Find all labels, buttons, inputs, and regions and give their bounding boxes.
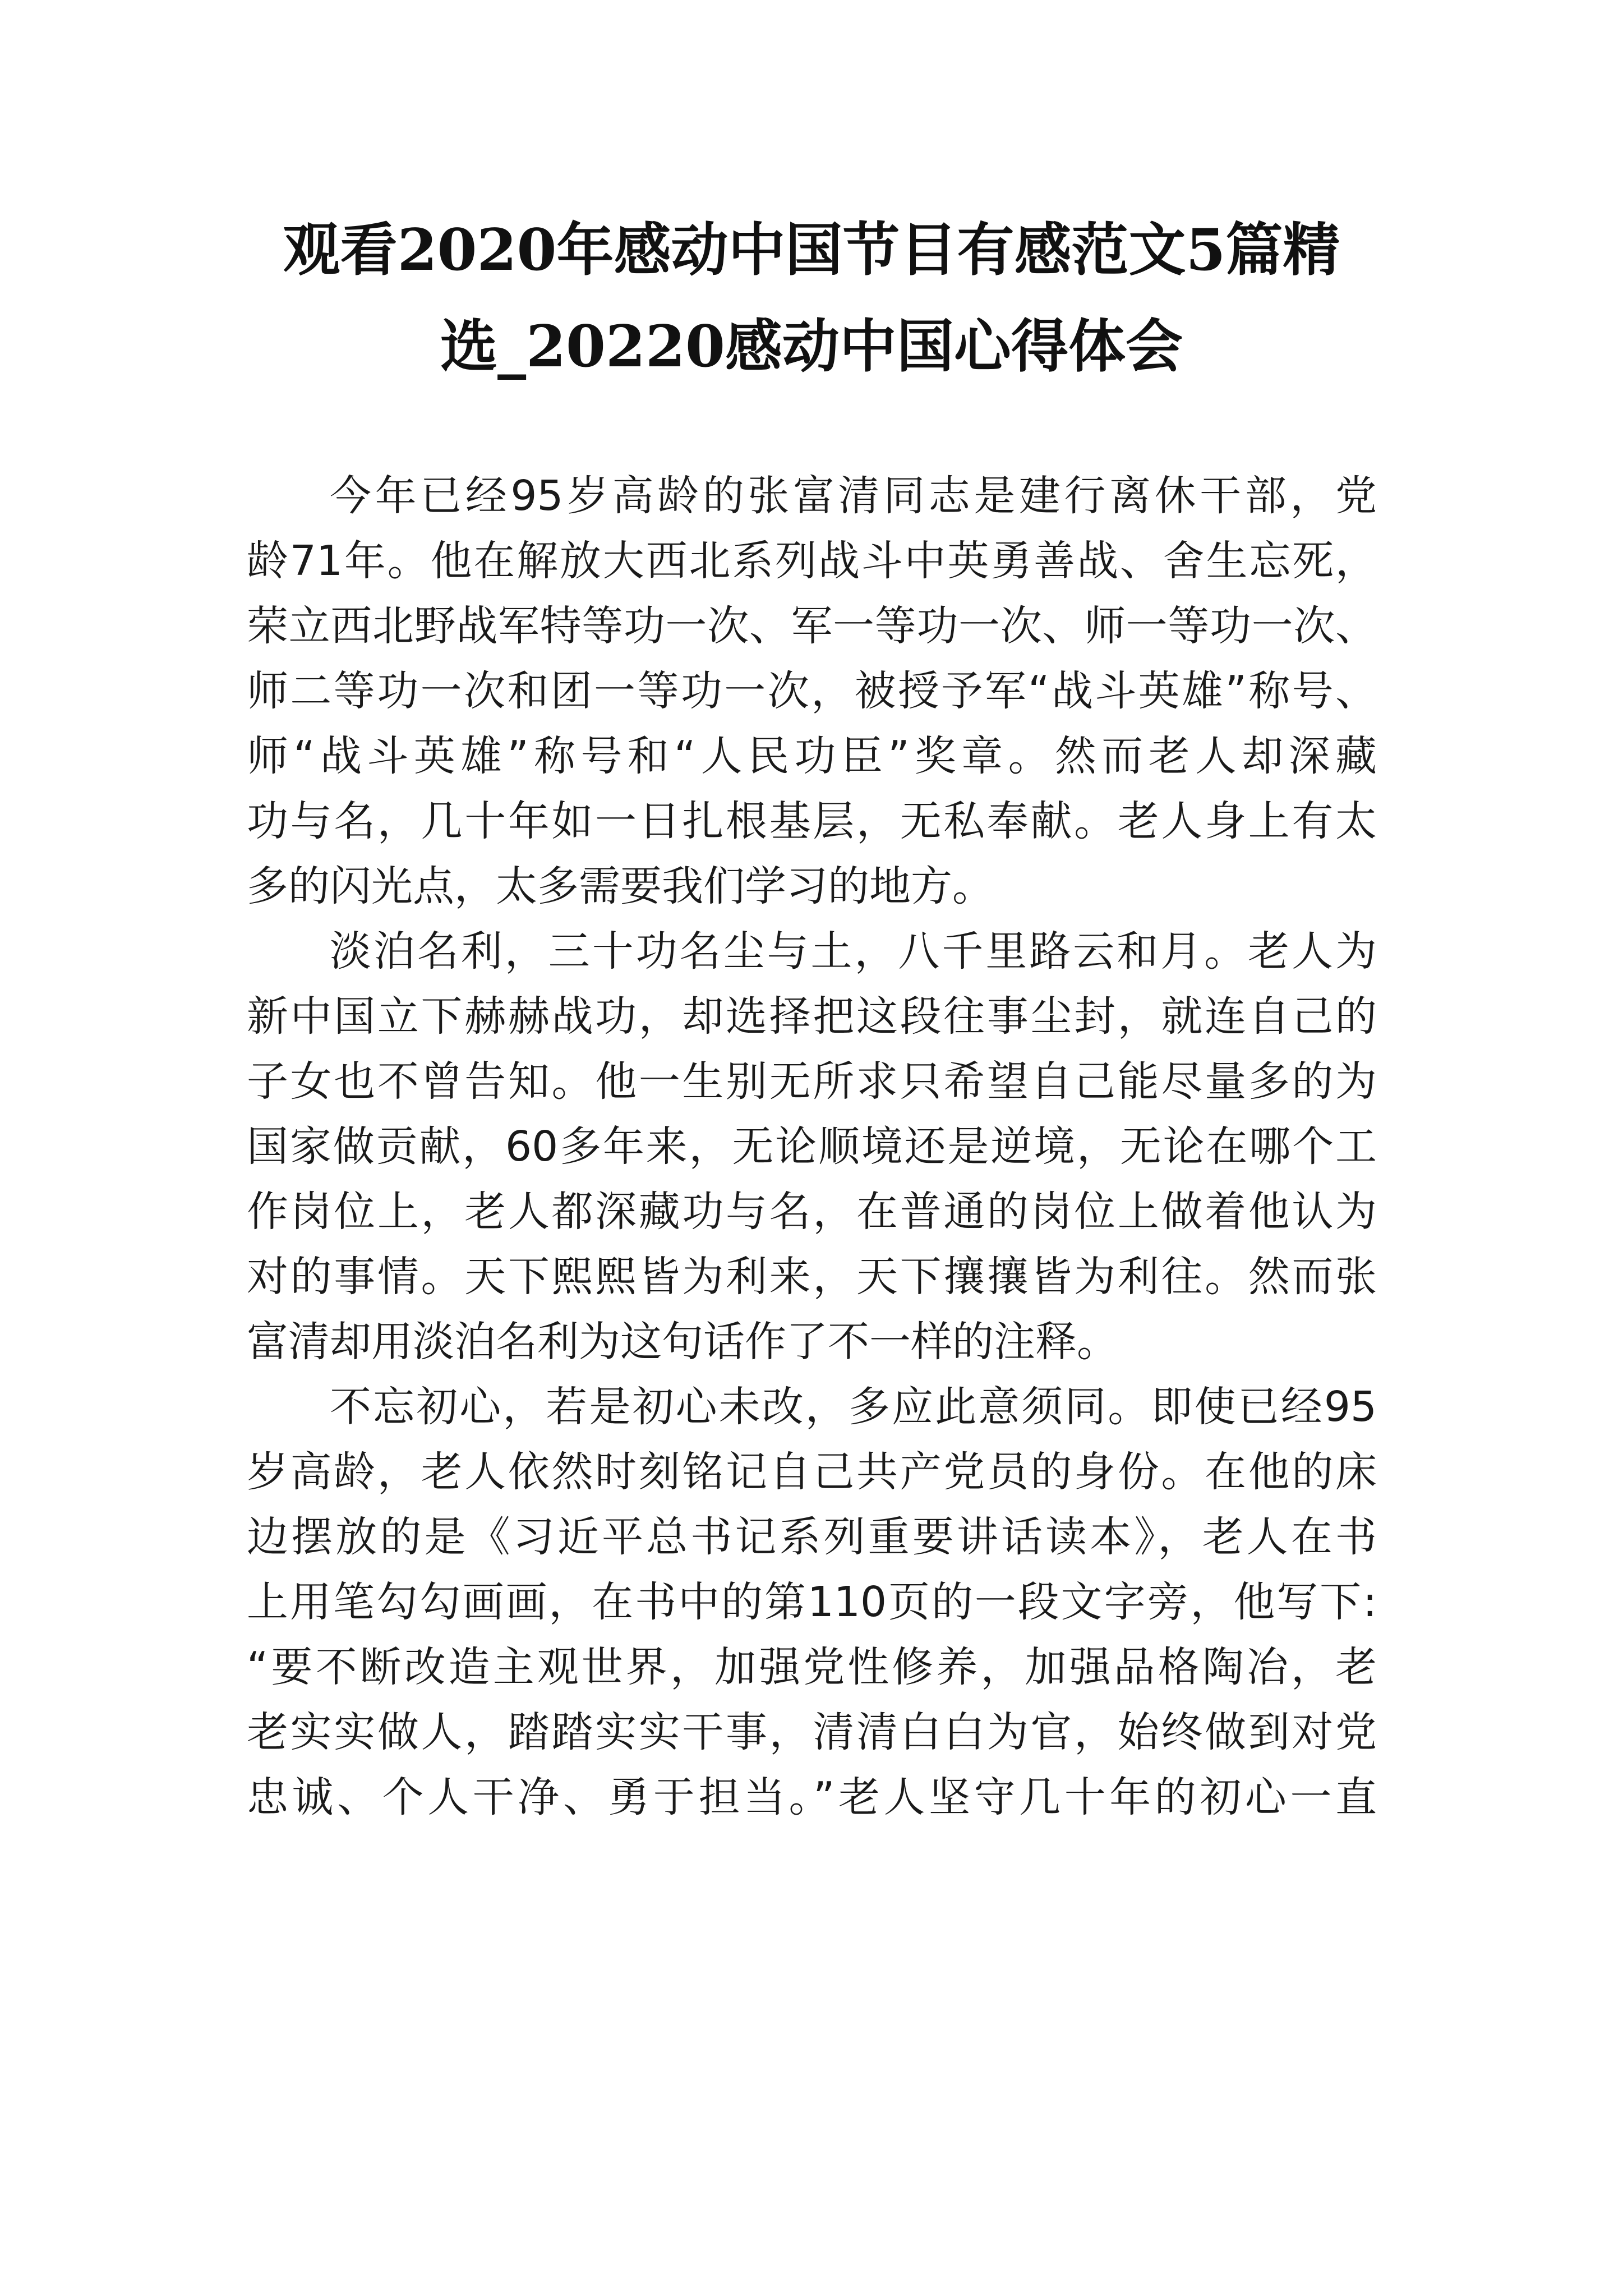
text-line: 作岗位上，老人都深藏功与名，在普通的岗位上做着他认为 (247, 1188, 1377, 1236)
text-line: 老实实做人，踏踏实实干事，清清白白为官，始终做到对党 (247, 1708, 1377, 1756)
text-line: 荣立西北野战军特等功一次、军一等功一次、师一等功一次、 (247, 602, 1377, 650)
title-line: 选_20220感动中国心得体会 (440, 313, 1183, 380)
document-body (247, 463, 1377, 1830)
text-line: 今年已经95岁高龄的张富清同志是建行离休干部，党 (330, 472, 1377, 520)
paragraph-3 (247, 1374, 1377, 1830)
text-line: 新中国立下赫赫战功，却选择把这段往事尘封，就连自己的 (247, 992, 1377, 1041)
text-line: 师二等功一次和团一等功一次，被授予军“战斗英雄”称号、 (247, 667, 1377, 715)
text-line: 边摆放的是《习近平总书记系列重要讲话读本》，老人在书 (247, 1513, 1377, 1561)
text-line: 龄71年。他在解放大西北系列战斗中英勇善战、舍生忘死， (247, 537, 1377, 585)
document-title (241, 202, 1382, 395)
text-line: 上用笔勾勾画画，在书中的第110页的一段文字旁，他写下: (247, 1578, 1377, 1626)
text-line: 淡泊名利，三十功名尘与土，八千里路云和月。老人为 (330, 927, 1377, 976)
text-line: 岁高龄，老人依然时刻铭记自己共产党员的身份。在他的床 (247, 1448, 1377, 1496)
text-line: 子女也不曾告知。他一生别无所求只希望自己能尽量多的为 (247, 1057, 1377, 1106)
text-line: 多的闪光点，太多需要我们学习的地方。 (247, 862, 994, 910)
paragraph-1 (247, 463, 1377, 919)
text-line: 忠诚、个人干净、勇于担当。”老人坚守几十年的初心一直 (247, 1773, 1377, 1821)
title-line: 观看2020年感动中国节目有感范文5篇精 (283, 217, 1340, 284)
text-line: “要不断改造主观世界，加强党性修养，加强品格陶冶，老 (247, 1643, 1377, 1691)
text-line: 功与名，几十年如一日扎根基层，无私奉献。老人身上有太 (247, 797, 1377, 845)
paragraph-2 (247, 919, 1377, 1374)
text-line: 师“战斗英雄”称号和“人民功臣”奖章。然而老人却深藏 (247, 732, 1377, 780)
text-line: 对的事情。天下熙熙皆为利来，天下攘攘皆为利往。然而张 (247, 1253, 1377, 1301)
text-line: 国家做贡献，60多年来，无论顺境还是逆境，无论在哪个工 (247, 1122, 1377, 1171)
text-line: 不忘初心，若是初心未改，多应此意须同。即使已经95 (330, 1383, 1377, 1431)
text-line: 富清却用淡泊名利为这句话作了不一样的注释。 (247, 1318, 1118, 1366)
